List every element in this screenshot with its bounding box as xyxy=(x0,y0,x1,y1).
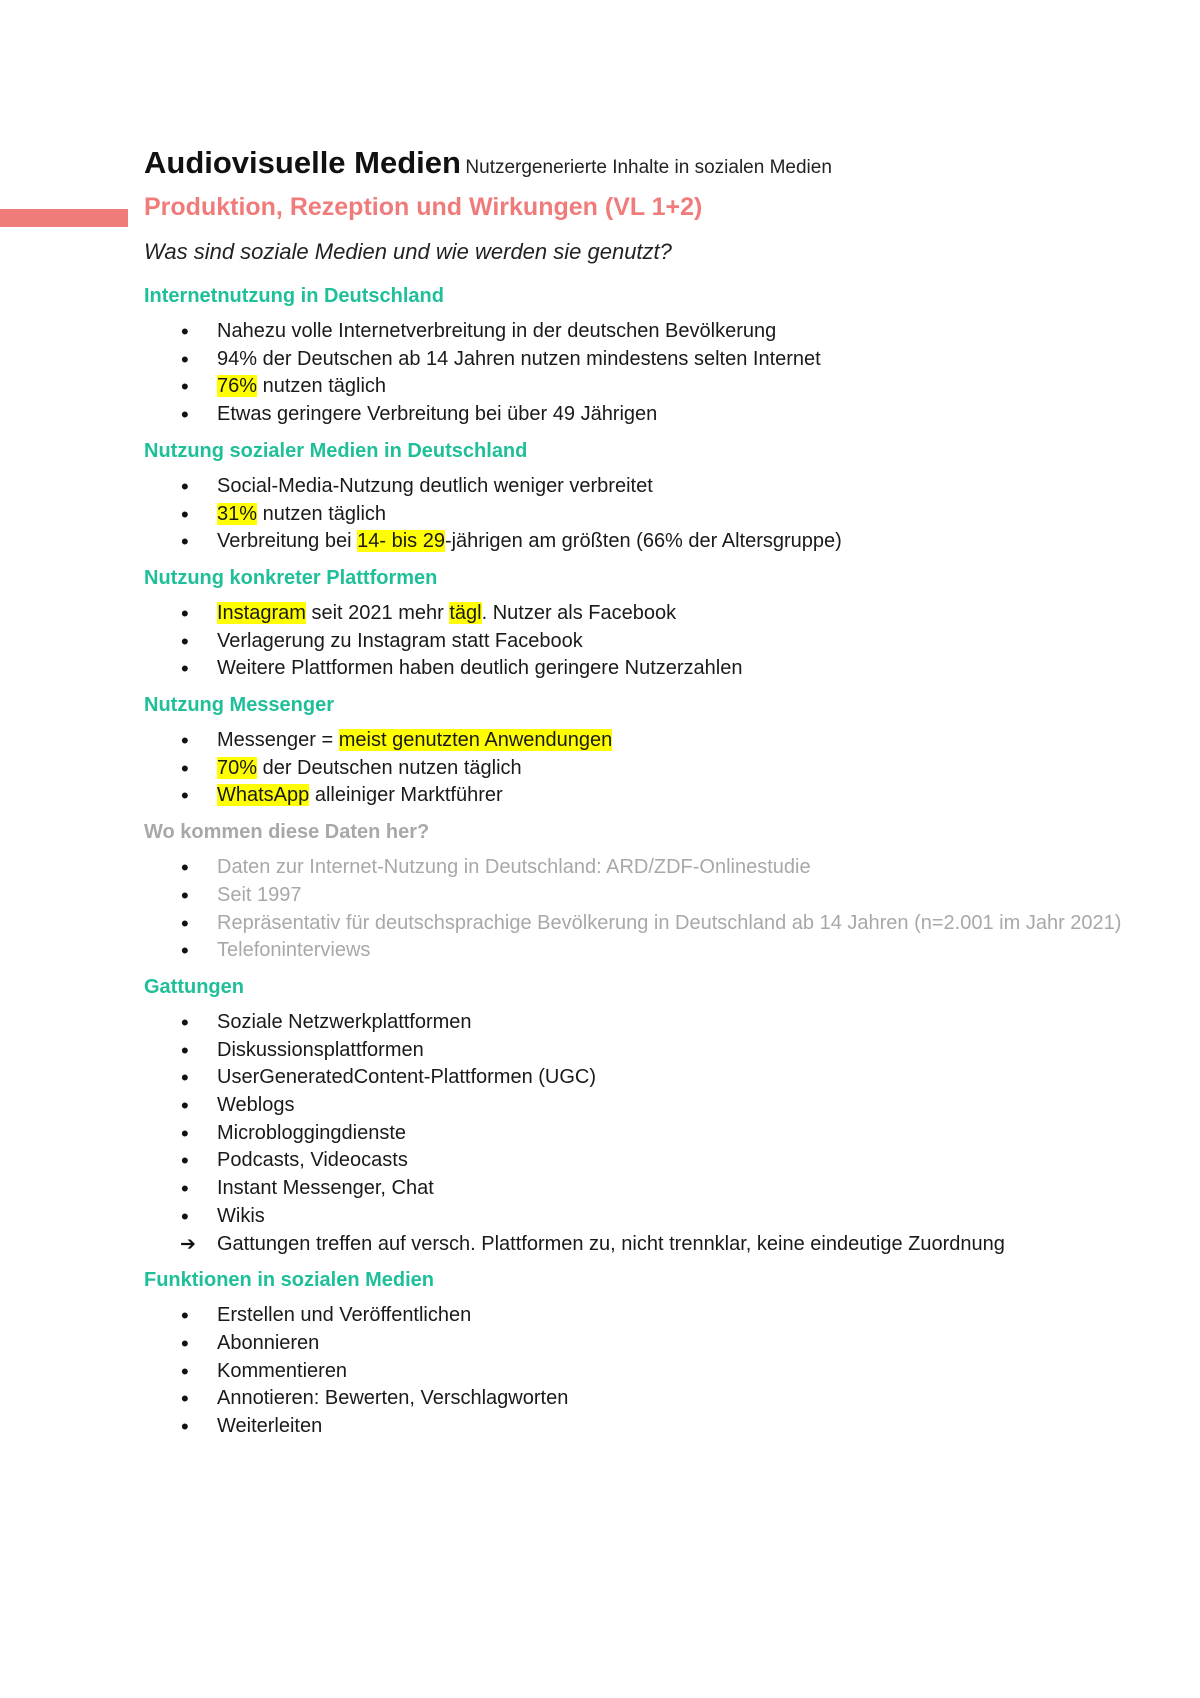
highlight: WhatsApp xyxy=(217,784,310,807)
list-item: • Daten zur Internet-Nutzung in Deutschland: ARD/ZDF-Onlinestudie xyxy=(217,854,1124,882)
list-item: • Instant Messenger, Chat xyxy=(217,1175,1124,1203)
subheading-messenger: Nutzung Messenger xyxy=(144,694,335,717)
list-item: • Wikis xyxy=(217,1203,1124,1231)
document-header xyxy=(144,142,1124,184)
list-item: • Microbloggingdienste xyxy=(217,1120,1124,1148)
list-item xyxy=(217,755,1124,783)
list-item: • Telefoninterviews xyxy=(217,937,1124,965)
subheading-genres: Gattungen xyxy=(144,975,244,998)
list-item: • Weblogs xyxy=(217,1092,1124,1120)
highlight: meist genutzten Anwendungen xyxy=(338,729,613,752)
list-item: • Annotieren: Bewerten, Verschlagworten xyxy=(217,1385,1124,1413)
accent-bar xyxy=(0,209,128,227)
list-item: • Weiterleiten xyxy=(217,1413,1124,1441)
list-item-text: Verbreitung bei xyxy=(217,530,358,553)
list-item xyxy=(217,373,1124,401)
list-item xyxy=(217,727,1124,755)
highlight: 70% xyxy=(217,756,258,779)
document-title: Audiovisuelle Medien xyxy=(144,145,461,180)
list-item-text: der Deutschen nutzen täglich xyxy=(257,756,522,779)
highlight: tägl xyxy=(449,601,482,624)
list-item xyxy=(217,782,1124,810)
list-item: • Diskussionsplattformen xyxy=(217,1037,1124,1065)
list-item: • Nahezu volle Internetverbreitung in der deutschen Bevölkerung xyxy=(217,318,1124,346)
list-item-text: . Nutzer als Facebook xyxy=(481,601,677,624)
subheading-platforms: Nutzung konkreter Plattformen xyxy=(144,566,438,589)
list-item: • Kommentieren xyxy=(217,1358,1124,1386)
list-item: • Repräsentativ für deutschsprachige Bevölkerung in Deutschland ab 14 Jahren (n=2.001 im Jahr 2021) xyxy=(217,910,1124,938)
list-item xyxy=(217,501,1124,529)
list-item-text: alleiniger Marktführer xyxy=(309,784,503,807)
highlight: 76% xyxy=(217,375,258,398)
list-item: • Social-Media-Nutzung deutlich weniger verbreitet xyxy=(217,473,1124,501)
section-question: Was sind soziale Medien und wie werden sie genutzt? xyxy=(144,239,672,264)
list-item-text: nutzen täglich xyxy=(257,375,387,398)
list-item: • Abonnieren xyxy=(217,1330,1124,1358)
list-item: • Podcasts, Videocasts xyxy=(217,1147,1124,1175)
list-functions xyxy=(144,1302,1124,1441)
list-source xyxy=(144,854,1124,965)
list-item: • Verlagerung zu Instagram statt Facebook xyxy=(217,628,1124,656)
list-item: • Weitere Plattformen haben deutlich geringere Nutzerzahlen xyxy=(217,655,1124,683)
list-internet xyxy=(144,318,1124,429)
document-subtitle: Nutzergenerierte Inhalte in sozialen Medien xyxy=(465,157,832,178)
subheading-functions: Funktionen in sozialen Medien xyxy=(144,1269,435,1292)
list-item: • 94% der Deutschen ab 14 Jahren nutzen mindestens selten Internet xyxy=(217,346,1124,374)
list-social xyxy=(144,473,1124,556)
list-item: • Erstellen und Veröffentlichen xyxy=(217,1302,1124,1330)
document-page xyxy=(144,142,1124,1441)
list-item-text: nutzen täglich xyxy=(257,502,387,525)
list-item: • Etwas geringere Verbreitung bei über 49 Jährigen xyxy=(217,401,1124,429)
list-item: • Seit 1997 xyxy=(217,882,1124,910)
list-item xyxy=(217,528,1124,556)
list-genres xyxy=(144,1009,1124,1258)
list-item: • Soziale Netzwerkplattformen xyxy=(217,1009,1124,1037)
list-item: • UserGeneratedContent-Plattformen (UGC) xyxy=(217,1064,1124,1092)
list-item-text: Messenger = xyxy=(217,729,339,752)
section-title: Produktion, Rezeption und Wirkungen (VL 1+2) xyxy=(144,193,703,221)
highlight: Instagram xyxy=(217,601,306,624)
conclusion-item: ➔ Gattungen treffen auf versch. Plattformen zu, nicht trennklar, keine eindeutige Zuordnung xyxy=(217,1231,1124,1259)
subheading-source: Wo kommen diese Daten her? xyxy=(144,821,430,844)
highlight: 14- bis 29 xyxy=(357,530,445,553)
list-item xyxy=(217,600,1124,628)
list-item-text: -jährigen am größten (66% der Altersgruppe) xyxy=(444,530,842,553)
highlight: 31% xyxy=(217,502,258,525)
subheading-internet: Internetnutzung in Deutschland xyxy=(144,285,444,307)
list-item-text: seit 2021 mehr xyxy=(305,601,450,624)
list-platforms xyxy=(144,600,1124,683)
subheading-social: Nutzung sozialer Medien in Deutschland xyxy=(144,439,528,462)
list-messenger xyxy=(144,727,1124,810)
